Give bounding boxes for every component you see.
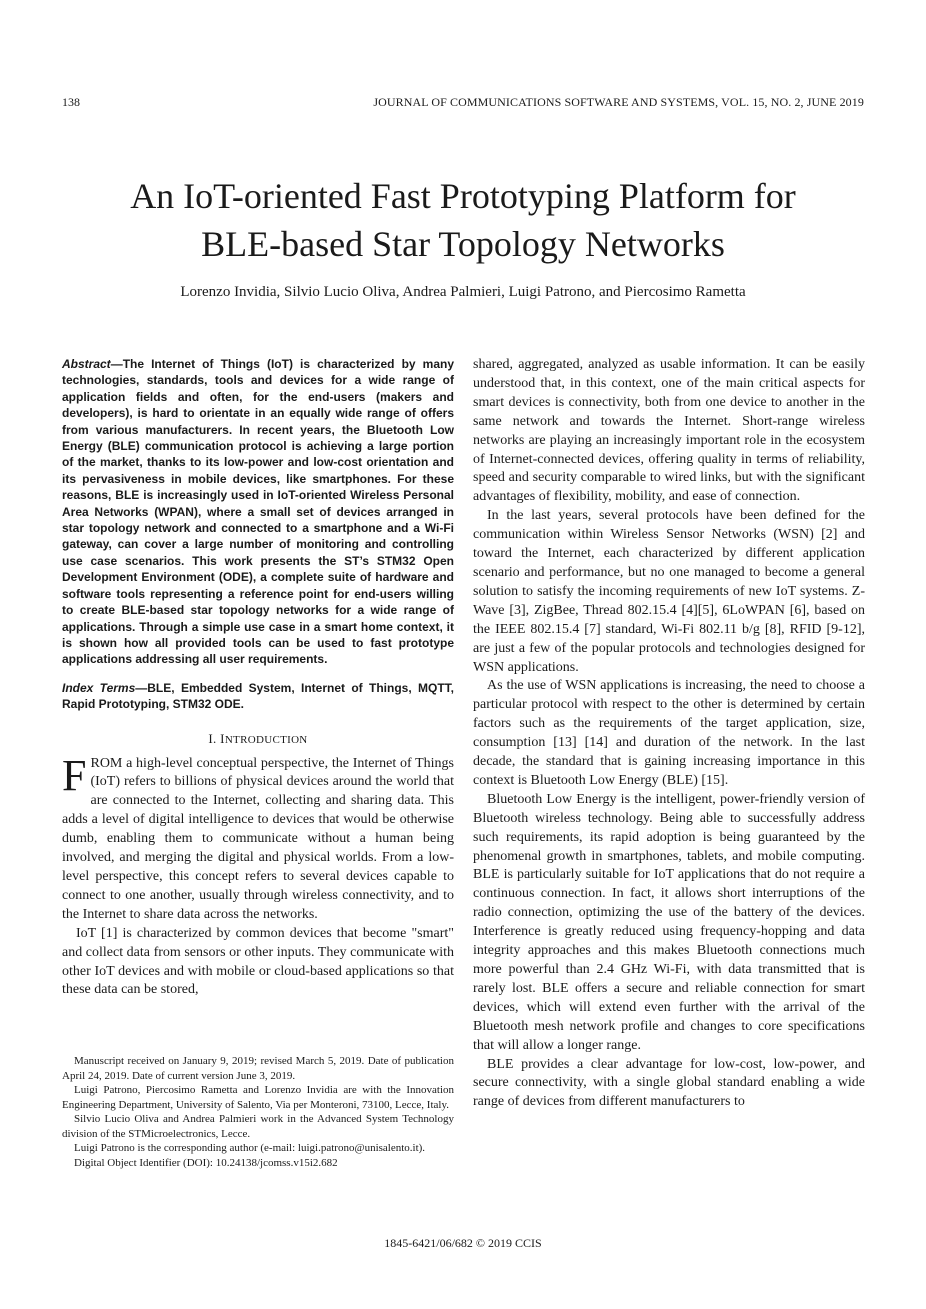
right-column [473,356,865,1112]
intro-paragraph-1-text: ROM a high-level conceptual perspective, the Internet of Things (IoT) refers to billions of physical devices around the world that are connected to the Internet, collecting and sharing data. This adds a level of digital intelligence to devices that would be otherwise dumb, enabling them to communicate without a human being involved, and merging the digital and physical worlds. From a low-level perspective, this concept refers to several devices capable to connect to one another, usually through wireless connectivity, and to the Internet to share data across the networks. [62,755,454,922]
running-head: JOURNAL OF COMMUNICATIONS SOFTWARE AND SYSTEMS, VOL. 15, NO. 2, JUNE 2019 [373,95,864,109]
page-number: 138 [62,95,80,109]
footnote-doi: Digital Object Identifier (DOI): 10.24138/jcomss.v15i2.682 [74,1156,338,1169]
right-paragraph-2: In the last years, several protocols have been defined for the communication within Wireless Sensor Networks (WSN) [2] and toward the Internet, each characterized by different application scenario and performance, but no one managed to become a general solution to satisfy the incoming requirements of new IoT systems. Z-Wave [3], ZigBee, Thread 802.15.4 [4][5], 6LoWPAN [6], based on the IEEE 802.15.4 [7] standard, Wi-Fi 802.11 b/g [8], RFID [9-12], are just a few of the popular protocols and technologies designed for WSN applications. [473,508,865,675]
abstract-text: —The Internet of Things (IoT) is characterized by many technologies, standards, tools and devices for a wide range of application fields and often, for the end-users (makers and developers), is hard to orientate in an equally wide range of offers from various manufacturers. In recent years, the Bluetooth Low Energy (BLE) communication protocol is achieving a large portion of the market, thanks to its low-power and low-cost orientation and its pervasiveness in mobile devices, like smartphones. For these reasons, BLE is increasingly used in IoT-oriented Wireless Personal Area Networks (WPAN), where a small set of devices arranged in star topology network and connected to a smartphone and a Wi-Fi gateway, can cover a large number of monitoring and controlling use case scenarios. This work presents the ST’s STM32 Open Development Environment (ODE), a complete suite of hardware and software tools representing a reference point for end-users willing to create BLE-based star topology networks for a wide range of applications. Through a simple use case in a smart home context, it is shown how all provided tools can be used to fast prototype applications addressing all user requirements. [62,357,454,667]
footnote-corresponding-author: Luigi Patrono is the corresponding author (e-mail: luigi.patrono@unisalento.it). [74,1142,426,1154]
footnotes [62,1054,454,1170]
right-paragraph-1: shared, aggregated, analyzed as usable information. It can be easily understood that, in this context, one of the main critical aspects for smart devices is connectivity, both from one device to another in the same network and towards the Internet. Short-range wireless networks are playing an increasingly important role in the ecosystem of Internet-connected devices, offering quality in terms of reliability, speed and security comparable to wired links, but with the significant advantages of flexibility, mobility, and ease of connection. [473,357,865,505]
section-title-initial: I [220,730,225,746]
intro-paragraph-2: IoT [1] is characterized by common devices that become "smart" and collect data from sensors or other inputs. They communicate with other IoT devices and with mobile or cloud-based applications so that these data can be stored, [62,925,454,998]
index-terms-label: Index Terms [62,680,136,695]
abstract-label: Abstract [62,357,111,371]
author-list: Lorenzo Invidia, Silvio Lucio Oliva, Andrea Palmieri, Luigi Patrono, and Piercosimo Rametta [180,284,746,300]
section-title-rest: NTRODUCTION [224,733,308,746]
intro-paragraph-1 [62,750,454,925]
page-footer: 1845-6421/06/682 © 2019 CCIS [384,1236,542,1250]
title-line-2: BLE-based Star Topology Networks [201,224,725,264]
title-line-1: An IoT-oriented Fast Prototyping Platform for [130,176,796,216]
abstract [62,356,454,668]
right-paragraph-5: BLE provides a clear advantage for low-cost, low-power, and secure connectivity, with a single global standard enabling a wide range of devices from different manufacturers to [473,1056,865,1110]
right-paragraph-4: Bluetooth Low Energy is the intelligent, power-friendly version of Bluetooth wireless technology. Being able to successfully address such requirements, its rapid adoption is being guaranteed by the phenomenal growth in smartphones, tablets, and mobile computing. BLE is particularly suitable for IoT applications that do not require a continuous connection. In fact, it allows short interruptions of the radio connection, optimizing the use of the battery of the devices. Interference is greatly reduced using frequency-hopping and data integrity approaches and this makes Bluetooth connections much more powerful than 2.4 GHz Wi-Fi, with data transmitted that is rarely lost. BLE offers a secure and reliable connection for smart devices, which will extend even further with the arrival of the Bluetooth mesh network profile and changes to core specifications that will allow a longer range. [473,791,865,1053]
footnote-affiliation-unisalento: Luigi Patrono, Piercosimo Rametta and Lorenzo Invidia are with the Innovation Engineering Department, University of Salento, Via per Monteroni, 73100, Lecce, Italy. [62,1084,454,1111]
drop-cap: F [62,750,87,800]
footnote-affiliation-st: Silvio Lucio Oliva and Andrea Palmieri work in the Advanced System Technology division of the STMicroelectronics, Lecce. [62,1113,454,1140]
right-paragraph-3: As the use of WSN applications is increasing, the need to choose a particular protocol with respect to the other is determined by certain factors such as the requirements of the target application, size, consumption [13] [14] and duration of the network. In the last decade, the standard that is gaining increasing importance in this context is Bluetooth Low Energy (BLE) [15]. [473,678,865,788]
section-heading-introduction [62,731,454,747]
paper-title [0,172,926,268]
footnote-manuscript-dates: Manuscript received on January 9, 2019; revised March 5, 2019. Date of publication April 24, 2019. Date of current version June 3, 2019. [62,1055,454,1082]
index-terms-text: —BLE, Embedded System, Internet of Things, MQTT, Rapid Prototyping, STM32 ODE. [62,680,454,712]
section-numeral: I. [208,730,217,746]
index-terms [62,680,454,713]
left-column [62,356,454,1000]
